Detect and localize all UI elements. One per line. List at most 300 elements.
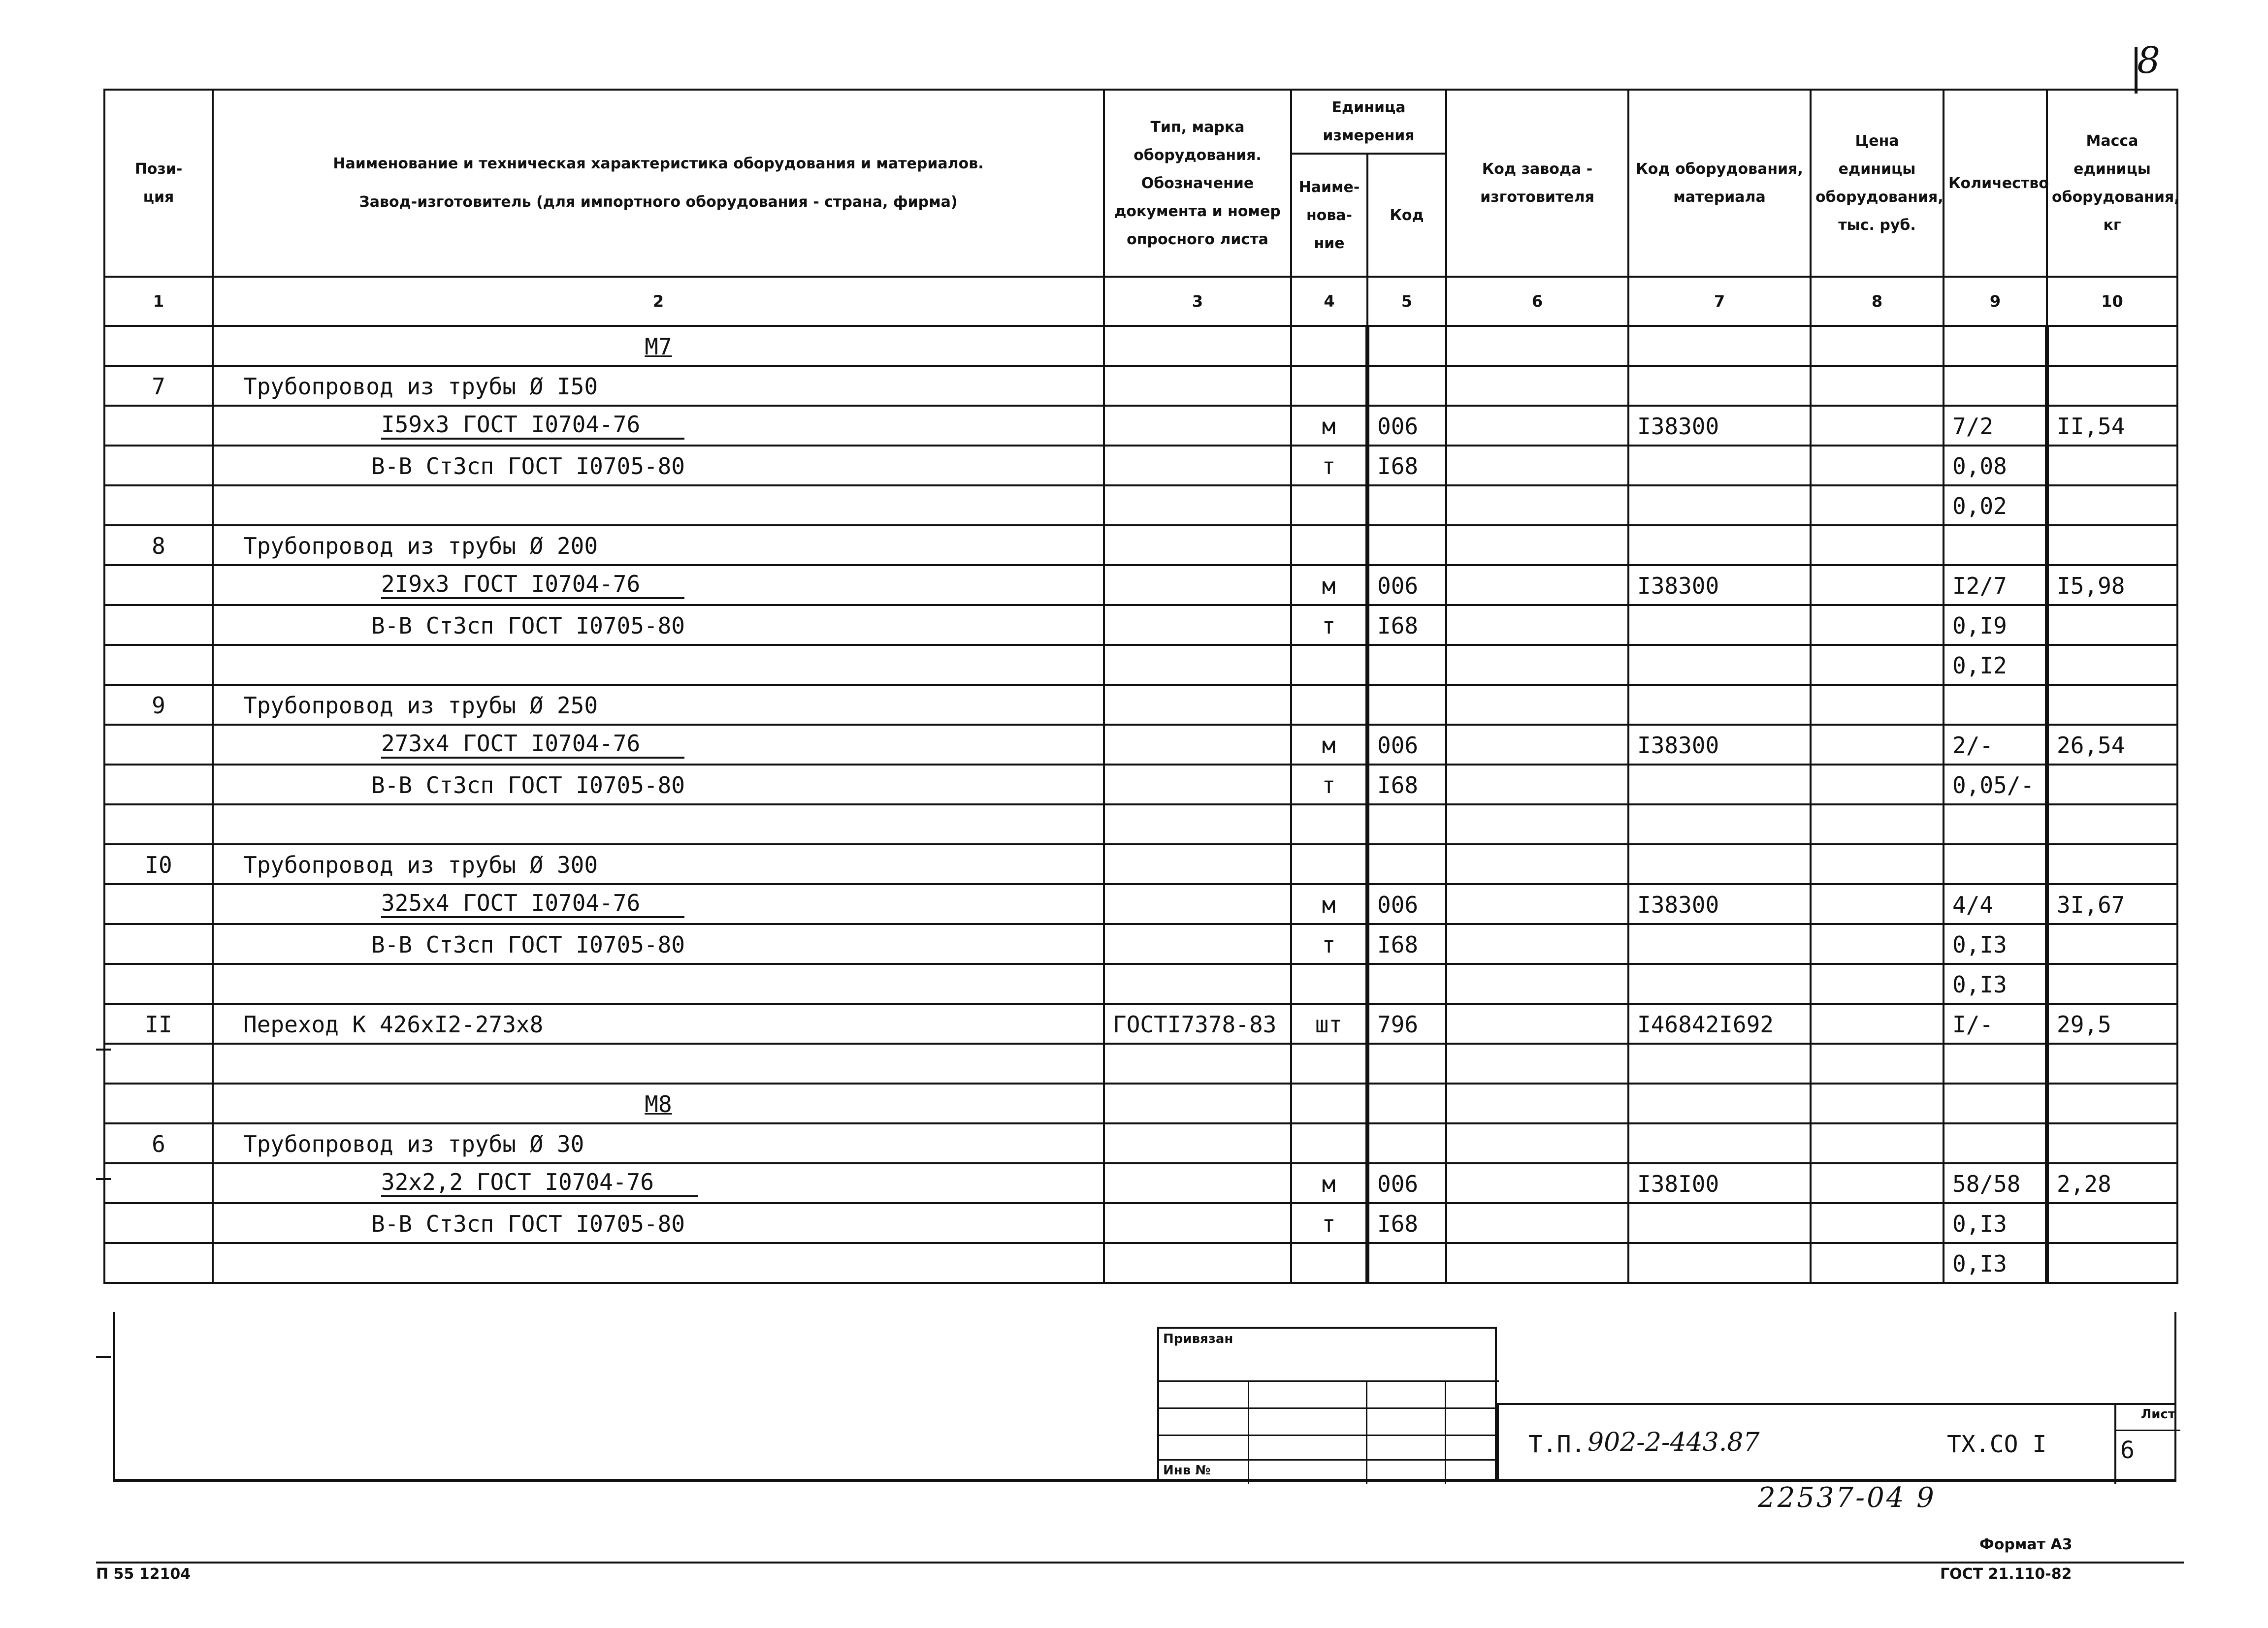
cell-qty: 0,I3	[1944, 924, 2047, 964]
table-row	[104, 1243, 2177, 1283]
cell-price	[1811, 725, 1944, 765]
cell-unit	[1291, 1084, 1367, 1123]
cell-price	[1811, 1084, 1944, 1123]
cell-qty: 0,I9	[1944, 605, 2047, 645]
item-name: Трубопровод из трубы Ø 200	[243, 533, 598, 559]
cell-price	[1811, 446, 1944, 485]
cell-code	[1367, 964, 1446, 1004]
cell-name	[213, 844, 1104, 884]
cell-doc	[1104, 485, 1291, 525]
cell-unit: т	[1291, 924, 1367, 964]
sheet-value: 6	[2120, 1436, 2135, 1464]
cell-mass	[2047, 765, 2177, 804]
cell-factory	[1446, 326, 1628, 366]
header-name-line2: Завод-изготовитель (для импортного оборудования - страна, фирма)	[359, 193, 958, 211]
cell-doc	[1104, 565, 1291, 605]
cell-pos: 7	[104, 366, 213, 406]
cell-mat	[1628, 326, 1811, 366]
item-name: Трубопровод из трубы Ø 250	[243, 692, 598, 719]
table-row	[104, 446, 2177, 485]
cell-pos	[104, 565, 213, 605]
stamp-line	[1159, 1380, 1499, 1382]
cell-factory	[1446, 804, 1628, 844]
cell-pos: 8	[104, 525, 213, 565]
footer-left-code: П 55 12104	[96, 1565, 191, 1583]
cell-pos: I0	[104, 844, 213, 884]
cell-code: 796	[1367, 1004, 1446, 1044]
item-name: I59x3 ГОСТ I0704-76	[381, 411, 684, 440]
column-number-row	[104, 277, 2177, 326]
cell-price	[1811, 485, 1944, 525]
cell-mass	[2047, 964, 2177, 1004]
cell-price	[1811, 326, 1944, 366]
cell-name	[213, 366, 1104, 406]
header-factory-code: Код завода - изготовителя	[1446, 90, 1628, 277]
cell-doc	[1104, 804, 1291, 844]
cell-unit: т	[1291, 446, 1367, 485]
cell-qty: 2/-	[1944, 725, 2047, 765]
cell-unit: м	[1291, 406, 1367, 446]
cell-mat	[1628, 765, 1811, 804]
cell-price	[1811, 605, 1944, 645]
cell-mat	[1628, 1123, 1811, 1163]
cell-price	[1811, 964, 1944, 1004]
table-header	[104, 90, 2180, 326]
cell-unit	[1291, 804, 1367, 844]
item-name: 325x4 ГОСТ I0704-76	[381, 890, 684, 918]
stamp-bound-label: Привязан	[1163, 1332, 1233, 1346]
column-number: 10	[2047, 277, 2177, 326]
cell-pos	[104, 1243, 213, 1283]
cell-factory	[1446, 1203, 1628, 1243]
cell-name	[213, 1123, 1104, 1163]
cell-name	[213, 406, 1104, 446]
margin-tick	[96, 1356, 111, 1358]
table-row	[104, 1004, 2177, 1044]
cell-qty	[1944, 1123, 2047, 1163]
cell-unit: м	[1291, 1163, 1367, 1203]
header-name-line1: Наименование и техническая характеристика оборудования и материалов.	[333, 155, 984, 172]
column-number: 9	[1944, 277, 2047, 326]
cell-mat	[1628, 964, 1811, 1004]
cell-mass	[2047, 1044, 2177, 1084]
title-block	[1497, 1403, 2176, 1482]
cell-mass	[2047, 326, 2177, 366]
cell-code	[1367, 525, 1446, 565]
project-label: Т.П.	[1528, 1431, 1586, 1458]
cell-mat	[1628, 1203, 1811, 1243]
header-name	[213, 90, 1104, 277]
table-row	[104, 326, 2177, 366]
cell-name	[213, 645, 1104, 685]
sheet-box-divider	[2116, 1430, 2180, 1431]
cell-code	[1367, 685, 1446, 725]
cell-mass	[2047, 804, 2177, 844]
cell-pos	[104, 446, 213, 485]
cell-mat: I38300	[1628, 565, 1811, 605]
table-row	[104, 765, 2177, 804]
cell-mat	[1628, 804, 1811, 844]
column-number: 7	[1628, 277, 1811, 326]
cell-factory	[1446, 1123, 1628, 1163]
cell-name	[213, 1084, 1104, 1123]
cell-doc	[1104, 1084, 1291, 1123]
item-name: Трубопровод из трубы Ø 300	[243, 852, 598, 878]
cell-qty	[1944, 1044, 2047, 1084]
cell-price	[1811, 565, 1944, 605]
cell-mass: 26,54	[2047, 725, 2177, 765]
cell-name	[213, 765, 1104, 804]
cell-doc	[1104, 725, 1291, 765]
header-unit-group: Единица измерения	[1291, 90, 1446, 154]
footer-standard: ГОСТ 21.110-82	[1940, 1565, 2072, 1583]
cell-doc	[1104, 884, 1291, 924]
stamp-inventory-label: Инв №	[1163, 1463, 1211, 1478]
stamp-line	[1445, 1380, 1446, 1484]
cell-qty: 4/4	[1944, 884, 2047, 924]
cell-unit: шт	[1291, 1004, 1367, 1044]
cell-unit	[1291, 964, 1367, 1004]
cell-factory	[1446, 1084, 1628, 1123]
cell-unit	[1291, 685, 1367, 725]
cell-qty: 0,I3	[1944, 964, 2047, 1004]
item-name: В-В Ст3сп ГОСТ I0705-80	[371, 931, 685, 958]
cell-factory	[1446, 485, 1628, 525]
cell-qty: 0,02	[1944, 485, 2047, 525]
margin-tick	[96, 1049, 111, 1051]
cell-doc	[1104, 924, 1291, 964]
cell-mat	[1628, 844, 1811, 884]
footer-line	[96, 1562, 2184, 1564]
stamp-line	[1366, 1380, 1367, 1484]
cell-mass	[2047, 645, 2177, 685]
cell-factory	[1446, 605, 1628, 645]
header-quantity: Количество	[1944, 90, 2047, 277]
cell-factory	[1446, 525, 1628, 565]
cell-doc	[1104, 406, 1291, 446]
cell-doc	[1104, 1123, 1291, 1163]
table-row	[104, 1044, 2177, 1084]
cell-factory	[1446, 645, 1628, 685]
cell-doc	[1104, 1044, 1291, 1084]
cell-pos	[104, 884, 213, 924]
cell-factory	[1446, 1004, 1628, 1044]
cell-name	[213, 685, 1104, 725]
cell-mat	[1628, 685, 1811, 725]
column-number: 3	[1104, 277, 1291, 326]
cell-pos	[104, 605, 213, 645]
cell-pos	[104, 924, 213, 964]
cell-name	[213, 1004, 1104, 1044]
cell-code	[1367, 366, 1446, 406]
cell-factory	[1446, 844, 1628, 884]
cell-price	[1811, 884, 1944, 924]
cell-qty: 0,I2	[1944, 645, 2047, 685]
cell-mat	[1628, 485, 1811, 525]
cell-mat: I38300	[1628, 884, 1811, 924]
cell-pos	[104, 1203, 213, 1243]
cell-unit: т	[1291, 605, 1367, 645]
cell-price	[1811, 844, 1944, 884]
cell-name	[213, 1044, 1104, 1084]
cell-code: 006	[1367, 565, 1446, 605]
cell-mass: I5,98	[2047, 565, 2177, 605]
table-row	[104, 884, 2177, 924]
cell-pos	[104, 1044, 213, 1084]
cell-price	[1811, 1243, 1944, 1283]
cell-name	[213, 1163, 1104, 1203]
cell-unit	[1291, 1243, 1367, 1283]
cell-factory	[1446, 446, 1628, 485]
cell-code: 006	[1367, 1163, 1446, 1203]
cell-factory	[1446, 884, 1628, 924]
table-row	[104, 406, 2177, 446]
cell-factory	[1446, 685, 1628, 725]
stamp-line	[1159, 1435, 1499, 1436]
cell-qty: I2/7	[1944, 565, 2047, 605]
cell-mat	[1628, 645, 1811, 685]
cell-doc	[1104, 326, 1291, 366]
cell-code: I68	[1367, 446, 1446, 485]
cell-name	[213, 1203, 1104, 1243]
cell-price	[1811, 924, 1944, 964]
cell-code	[1367, 1044, 1446, 1084]
cell-factory	[1446, 924, 1628, 964]
cell-price	[1811, 1123, 1944, 1163]
cell-price	[1811, 765, 1944, 804]
cell-price	[1811, 1203, 1944, 1243]
table-body	[104, 326, 2177, 1283]
cell-unit	[1291, 525, 1367, 565]
table-row	[104, 485, 2177, 525]
cell-pos	[104, 406, 213, 446]
cell-mat	[1628, 525, 1811, 565]
cell-name	[213, 924, 1104, 964]
cell-mass	[2047, 605, 2177, 645]
project-code: 902-2-443.87	[1588, 1428, 1760, 1457]
column-number: 8	[1811, 277, 1944, 326]
cell-code	[1367, 844, 1446, 884]
cell-price	[1811, 1163, 1944, 1203]
cell-code: 006	[1367, 884, 1446, 924]
cell-price	[1811, 685, 1944, 725]
header-unit-code: Код	[1367, 154, 1446, 277]
cell-unit: т	[1291, 765, 1367, 804]
cell-qty: 0,08	[1944, 446, 2047, 485]
cell-name	[213, 804, 1104, 844]
cell-pos: 9	[104, 685, 213, 725]
stamp-line	[1159, 1407, 1499, 1409]
cell-doc	[1104, 366, 1291, 406]
item-name: Трубопровод из трубы Ø 30	[243, 1131, 584, 1157]
cell-pos	[104, 1163, 213, 1203]
header-material-code: Код оборудования, материала	[1628, 90, 1811, 277]
item-name: В-В Ст3сп ГОСТ I0705-80	[371, 453, 685, 479]
cell-unit: м	[1291, 725, 1367, 765]
cell-code	[1367, 1123, 1446, 1163]
cell-code	[1367, 804, 1446, 844]
cell-doc	[1104, 1203, 1291, 1243]
sheet-number: 8	[2137, 39, 2161, 82]
table-row	[104, 964, 2177, 1004]
cell-pos	[104, 1084, 213, 1123]
header-position: Пози- ция	[104, 90, 213, 277]
cell-price	[1811, 525, 1944, 565]
item-name: В-В Ст3сп ГОСТ I0705-80	[371, 772, 685, 798]
cell-qty	[1944, 685, 2047, 725]
cell-pos	[104, 725, 213, 765]
specification-table	[103, 89, 2178, 1284]
cell-price	[1811, 804, 1944, 844]
cell-doc	[1104, 765, 1291, 804]
header-price: Цена единицы оборудования, тыс. руб.	[1811, 90, 1944, 277]
item-name: М8	[645, 1091, 672, 1117]
cell-name	[213, 964, 1104, 1004]
cell-name	[213, 525, 1104, 565]
cell-mat: I38300	[1628, 725, 1811, 765]
cell-qty: 58/58	[1944, 1163, 2047, 1203]
header-type: Тип, марка оборудования. Обозначение документа и номер опросного листа	[1104, 90, 1291, 277]
cell-unit	[1291, 366, 1367, 406]
cell-mat: I38300	[1628, 406, 1811, 446]
cell-code	[1367, 1243, 1446, 1283]
table-row	[104, 645, 2177, 685]
cell-qty: 0,I3	[1944, 1203, 2047, 1243]
cell-qty	[1944, 525, 2047, 565]
stamp-line	[1159, 1459, 1499, 1461]
cell-unit	[1291, 485, 1367, 525]
cell-mat: I46842I692	[1628, 1004, 1811, 1044]
cell-name	[213, 605, 1104, 645]
cell-factory	[1446, 1243, 1628, 1283]
table-row	[104, 804, 2177, 844]
stamp-line	[1248, 1380, 1249, 1484]
table-row	[104, 525, 2177, 565]
column-number: 4	[1291, 277, 1367, 326]
cell-unit: м	[1291, 565, 1367, 605]
column-number: 5	[1367, 277, 1446, 326]
cell-factory	[1446, 765, 1628, 804]
cell-factory	[1446, 1163, 1628, 1203]
table-row	[104, 1123, 2177, 1163]
item-name: В-В Ст3сп ГОСТ I0705-80	[371, 1211, 685, 1237]
cell-doc	[1104, 964, 1291, 1004]
cell-mass	[2047, 685, 2177, 725]
cell-code: I68	[1367, 924, 1446, 964]
cell-doc	[1104, 685, 1291, 725]
cell-mass	[2047, 446, 2177, 485]
cell-mass: 3I,67	[2047, 884, 2177, 924]
cell-qty	[1944, 326, 2047, 366]
sheet-box	[2114, 1405, 2178, 1484]
cell-doc	[1104, 1163, 1291, 1203]
binding-stamp	[1157, 1327, 1497, 1482]
item-name: 273x4 ГОСТ I0704-76	[381, 730, 684, 759]
cell-code	[1367, 485, 1446, 525]
cell-name	[213, 485, 1104, 525]
cell-mat	[1628, 605, 1811, 645]
column-number: 6	[1446, 277, 1628, 326]
cell-name	[213, 326, 1104, 366]
cell-price	[1811, 1044, 1944, 1084]
cell-doc	[1104, 1243, 1291, 1283]
inventory-number: 22537-04 9	[1758, 1482, 1936, 1514]
cell-qty	[1944, 366, 2047, 406]
cell-unit	[1291, 844, 1367, 884]
cell-mass	[2047, 366, 2177, 406]
cell-code	[1367, 645, 1446, 685]
cell-pos	[104, 326, 213, 366]
item-name: Переход К 426xI2-273x8	[243, 1011, 544, 1038]
cell-mass	[2047, 1084, 2177, 1123]
cell-pos	[104, 645, 213, 685]
cell-mass	[2047, 844, 2177, 884]
column-number: 2	[213, 277, 1104, 326]
cell-pos	[104, 964, 213, 1004]
header-mass: Масса единицы оборудования, кг	[2047, 90, 2177, 277]
cell-factory	[1446, 366, 1628, 406]
cell-mat	[1628, 446, 1811, 485]
cell-code: I68	[1367, 765, 1446, 804]
cell-factory	[1446, 565, 1628, 605]
cell-factory	[1446, 964, 1628, 1004]
table-row	[104, 725, 2177, 765]
cell-mat	[1628, 1044, 1811, 1084]
header-unit-name: Наиме-нова-ние	[1291, 154, 1367, 277]
cell-mat	[1628, 924, 1811, 964]
cell-mass: II,54	[2047, 406, 2177, 446]
cell-name	[213, 565, 1104, 605]
cell-mass	[2047, 924, 2177, 964]
cell-pos	[104, 804, 213, 844]
cell-mass	[2047, 1123, 2177, 1163]
table-row	[104, 1163, 2177, 1203]
cell-mass	[2047, 525, 2177, 565]
cell-doc	[1104, 645, 1291, 685]
cell-price	[1811, 366, 1944, 406]
cell-factory	[1446, 406, 1628, 446]
document-code: ТХ.СО I	[1947, 1431, 2047, 1458]
cell-name	[213, 725, 1104, 765]
cell-doc: ГОСТI7378-83	[1104, 1004, 1291, 1044]
cell-code: 006	[1367, 406, 1446, 446]
cell-doc	[1104, 605, 1291, 645]
cell-unit: м	[1291, 884, 1367, 924]
cell-qty: 0,05/-	[1944, 765, 2047, 804]
item-name: 2I9x3 ГОСТ I0704-76	[381, 571, 684, 599]
table-row	[104, 565, 2177, 605]
cell-price	[1811, 406, 1944, 446]
cell-name	[213, 884, 1104, 924]
cell-code	[1367, 1084, 1446, 1123]
cell-mass	[2047, 1203, 2177, 1243]
cell-pos	[104, 485, 213, 525]
cell-doc	[1104, 844, 1291, 884]
cell-factory	[1446, 725, 1628, 765]
cell-unit	[1291, 645, 1367, 685]
cell-code: I68	[1367, 605, 1446, 645]
cell-price	[1811, 1004, 1944, 1044]
cell-qty	[1944, 804, 2047, 844]
table-row	[104, 1084, 2177, 1123]
item-name: М7	[645, 333, 672, 360]
table-row	[104, 685, 2177, 725]
cell-price	[1811, 645, 1944, 685]
cell-mass	[2047, 1243, 2177, 1283]
cell-qty	[1944, 844, 2047, 884]
format-label: Формат А3	[1979, 1536, 2073, 1553]
cell-name	[213, 446, 1104, 485]
